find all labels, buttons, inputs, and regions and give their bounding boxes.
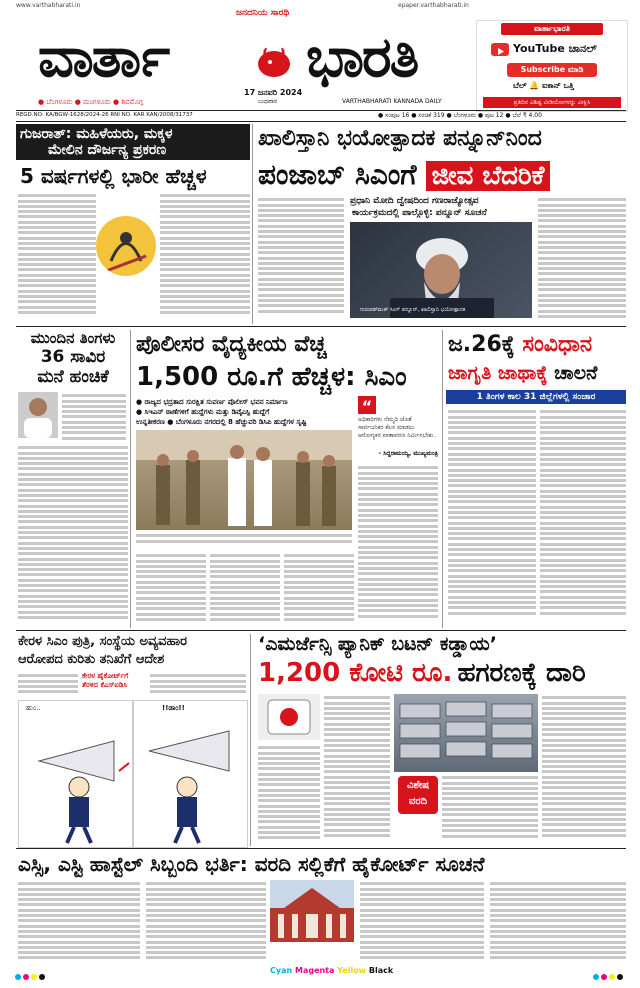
police-quote: ಅಧಿಕಾರಿಗಳು ನೆಮ್ಮದಿ ಜೊತೆ ಸಾರ್ವಜನಿಕರ ಕೆಲಸ ಮಾಡಲು ಆರೋಗ್ಯಕರ ವಾತಾವರಣ ನಿರ್ಮಿಸಬೇಕು.	[358, 416, 436, 439]
issue-date: 17 ಜನವರಿ 2024	[244, 88, 303, 97]
gujarat-body-col1	[18, 192, 96, 316]
emergency-headline-2[interactable]	[258, 656, 628, 690]
kerala-headline-1[interactable]: ಕೇರಳ ಸಿಎಂ ಪುತ್ರಿ, ಸಂಸ್ಥೆಯ ಅವ್ಯವಹಾರ	[18, 634, 187, 649]
issue-weekday: ಬುಧವಾರ	[258, 98, 277, 105]
housing-body-top	[62, 392, 126, 442]
police-body-col4	[358, 464, 438, 626]
gujarat-headline[interactable]: 5 ವರ್ಷಗಳಲ್ಲಿ ಭಾರೀ ಹೆಚ್ಚಳ	[20, 164, 207, 188]
ad-channel: YouTube ಚಾನಲ್	[513, 42, 597, 55]
constitution-banner: 1 ತಿಂಗಳ ಕಾಲ 31 ಜಿಲ್ಲೆಗಳಲ್ಲಿ ಸಂಚಾರ	[476, 392, 596, 402]
khalistani-body-col1	[258, 196, 344, 316]
special-report-label-2: ವರದಿ	[408, 796, 428, 807]
housing-headline-2: 36 ಸಾವಿರ	[40, 347, 106, 367]
registration-target-icon-right	[592, 966, 626, 974]
kerala-inset-1: ಕೇರಳ ಹೈಕೋರ್ಟ್‌ಗೆ	[82, 672, 129, 680]
khalistani-subhead-1: ಪ್ರಧಾನಿ ಮೋದಿ ದ್ವೇಷದಿಂದ ಗಣರಾಜ್ಯೋತ್ಸವ	[350, 196, 479, 206]
kerala-headline-2: ಆರೋಪದ ಕುರಿತು ತನಿಖೆಗೆ ಆದೇಶ	[18, 652, 165, 667]
emergency-body-col1	[258, 744, 320, 844]
police-headline-1[interactable]: ಪೊಲೀಸರ ವೈದ್ಯಕೀಯ ವೆಚ್ಚ	[136, 332, 327, 357]
url-left[interactable]: www.varthabharati.in	[16, 2, 81, 9]
police-bullet-3: ಉನ್ನತೀಕರಣ ● ಬೆಂಗಳೂರು ನಗರದಲ್ಲಿ 8 ಹೆಚ್ಚುವರಿ ಡಿಸಿಪಿ ಹುದ್ದೆಗಳ ಸೃಷ್ಟಿ	[136, 418, 307, 426]
constitution-headline-line2	[448, 360, 628, 388]
quote-icon: “	[358, 396, 376, 414]
masthead-title-part1: ವಾರ್ತಾ	[38, 25, 169, 90]
pannun-photo	[350, 222, 532, 318]
emergency-headline-1[interactable]: ‘ಎಮರ್ಜೆನ್ಸಿ ಪ್ಯಾನಿಕ್ ಬಟನ್ ಕಡ್ಡಾಯ’	[258, 633, 497, 655]
high-court-photo	[270, 880, 354, 942]
hostel-body-col2	[146, 880, 266, 964]
minister-photo	[18, 392, 58, 438]
housing-body	[18, 444, 128, 624]
khalistani-kicker: ಖಾಲಿಸ್ತಾನಿ ಭಯೋತ್ಪಾದಕ ಪನ್ನೂನ್‌ನಿಂದ	[258, 126, 542, 151]
constitution-headline-line1[interactable]	[448, 332, 628, 360]
ad-brand: ವಾರ್ತಾಭಾರತಿ	[534, 24, 570, 33]
editions: ● ಬೆಂಗಳೂರು ● ಮಂಗಳೂರು ● ಶಿವಮೊಗ್ಗ	[38, 98, 144, 106]
deer-logo-icon	[252, 40, 296, 80]
emergency-headline-red: 1,200 ಕೋಟಿ ರೂ.	[258, 658, 453, 688]
ad-subscribe[interactable]: Subscribe ಮಾಡಿ	[520, 65, 584, 74]
police-body-col1	[136, 552, 206, 626]
color-yellow: Yellow	[337, 966, 367, 975]
police-headline-2[interactable]: 1,500 ರೂ.ಗೆ ಹೆಚ್ಚಳ: ಸಿಎಂ	[136, 362, 407, 392]
color-black: Black	[368, 966, 394, 975]
bus-depot-photo	[394, 694, 538, 772]
kerala-body-col1	[18, 672, 78, 696]
tagline: ಜನದನಿಯ ಸಾರಥಿ	[236, 8, 290, 18]
gujarat-kicker-1: ಗುಜರಾತ್: ಮಹಿಳೆಯರು, ಮಕ್ಕಳ	[20, 126, 173, 142]
constitution-black2: ಚಾಲನೆ	[554, 362, 598, 384]
constitution-red1: ಸಂವಿಧಾನ	[522, 332, 593, 357]
gujarat-body-col2	[160, 192, 250, 316]
constitution-black1: ಜ.26ಕ್ಕೆ	[448, 332, 515, 357]
cartoon-bubble-1: ಹುಂ..	[26, 704, 41, 712]
registration-target-icon	[14, 966, 48, 974]
ad-bell: ಬೆಲ್ 🔔 ಐಕಾನ್ ಒತ್ತಿ	[513, 81, 574, 90]
hostel-headline[interactable]: ಎಸ್ಸಿ, ಎಸ್ಟಿ ಹಾಸ್ಟೆಲ್ ಸಿಬ್ಬಂದಿ ಭರ್ತಿ: ವರದಿ ಸಲ್ಲಿಕೆಗೆ ಹೈಕೋರ್ಟ್ ಸೂಚನೆ	[18, 852, 485, 876]
housing-headline-3: ಮನೆ ಹಂಚಿಕೆ	[37, 367, 109, 387]
gujarat-kicker-2: ಮೇಲಿನ ದೌರ್ಜನ್ಯ ಪ್ರಕರಣ	[48, 142, 167, 158]
emergency-body-col2	[324, 694, 390, 844]
cartoon-bubble-2: !!ಡಾಂ!!	[162, 704, 185, 712]
emergency-body-col4	[542, 694, 626, 844]
kerala-body-col3	[150, 672, 246, 696]
khalistani-body-col3	[538, 196, 626, 320]
khalistani-headline-box[interactable]	[258, 158, 628, 192]
youtube-ad[interactable]	[476, 20, 628, 112]
constitution-body-col1	[448, 408, 536, 626]
color-cyan: Cyan	[270, 966, 293, 975]
masthead-title-part2: ಭಾರತಿ	[306, 25, 418, 90]
daily-name: VARTHABHARATI KANNADA DAILY	[342, 98, 442, 105]
emergency-body-col3	[442, 774, 538, 844]
pannun-caption: ಗುರುಪತ್‌ವಂತ್ ಸಿಂಗ್ ಪನ್ನೂನ್, ಖಾಲಿಸ್ತಾನಿ ಭಯೋತ್ಪಾದಕ	[360, 307, 466, 313]
panic-button-photo	[258, 694, 320, 740]
khalistani-headline-black: ಪಂಜಾಬ್ ಸಿಎಂಗೆ	[258, 158, 417, 191]
kerala-inset-2: ತೆರಳಿದ ಕೆಎಸ್ಐಡಿಸಿ	[82, 681, 128, 689]
gujarat-illustration	[96, 216, 156, 276]
issue-info: ● ಸಂಪುಟ 16 ● ಸಂಚಿಕೆ 319 ● ಬೆಂಗಳೂರು ● ಪುಟ 12 ● ಬೆಲೆ ₹ 4.00	[378, 112, 542, 119]
police-parade-photo	[136, 430, 352, 530]
hostel-body-col4	[490, 880, 626, 964]
khalistani-headline-red: ಜೀವ ಬೆದರಿಕೆ	[426, 161, 551, 191]
khalistani-subhead-2: ಕಾರ್ಯಕ್ರಮದಲ್ಲಿ ಪಾಲ್ಗೊಳ್ಳಿ: ಪನ್ನೂನ್ ಸೂಚನೆ	[352, 208, 487, 218]
color-bar	[270, 966, 393, 975]
constitution-red2: ಜಾಗೃತಿ ಜಾಥಾಕ್ಕೆ	[448, 362, 548, 384]
police-photo-caption	[136, 532, 352, 548]
emergency-headline-black: ಹಗರಣಕ್ಕೆ ದಾರಿ	[457, 658, 586, 688]
url-right[interactable]: epaper.varthabharati.in	[398, 2, 469, 9]
hostel-body-col3	[360, 880, 484, 964]
youtube-icon	[491, 43, 509, 56]
police-body-col2	[210, 552, 280, 626]
constitution-body-col2	[540, 408, 626, 626]
ad-footer: ಪ್ರತಿದಿನ ವಿಶಿಷ್ಟ ವೀಡಿಯೋಗಳನ್ನು ವೀಕ್ಷಿಸಿ	[513, 99, 591, 106]
hostel-body-col1	[18, 880, 140, 964]
police-bullet-1: ● ರಾಜ್ಯದ ಭದ್ರತಾದ ಸುರಕ್ಷಿತ ಸುವರ್ಣ ಪೊಲೀಸ್ ಭವನ ನಿರ್ಮಾಣ	[136, 398, 288, 406]
color-magenta: Magenta	[294, 966, 335, 975]
reg-no: REGD.NO: KA/BGW-1628/2024-26 RNI NO. KAR KAN/2008/31737	[16, 112, 193, 118]
police-bullet-2: ● ಸಿಇಎನ್ ಠಾಣೆಗಳಿಗೆ ಹುದ್ದೆಗಳು ಮತ್ತು ಡಿವೈಎಸ್ಪಿ ಹುದ್ದೆಗೆ	[136, 408, 270, 416]
housing-headline-1[interactable]: ಮುಂದಿನ ತಿಂಗಳು	[30, 329, 116, 347]
police-quote-author: - ಸಿದ್ದರಾಮಯ್ಯ, ಮುಖ್ಯಮಂತ್ರಿ	[378, 450, 438, 457]
special-report-label-1: ವಿಶೇಷ	[406, 780, 429, 791]
police-body-col3	[284, 552, 354, 626]
cartoon-panel	[18, 700, 248, 848]
